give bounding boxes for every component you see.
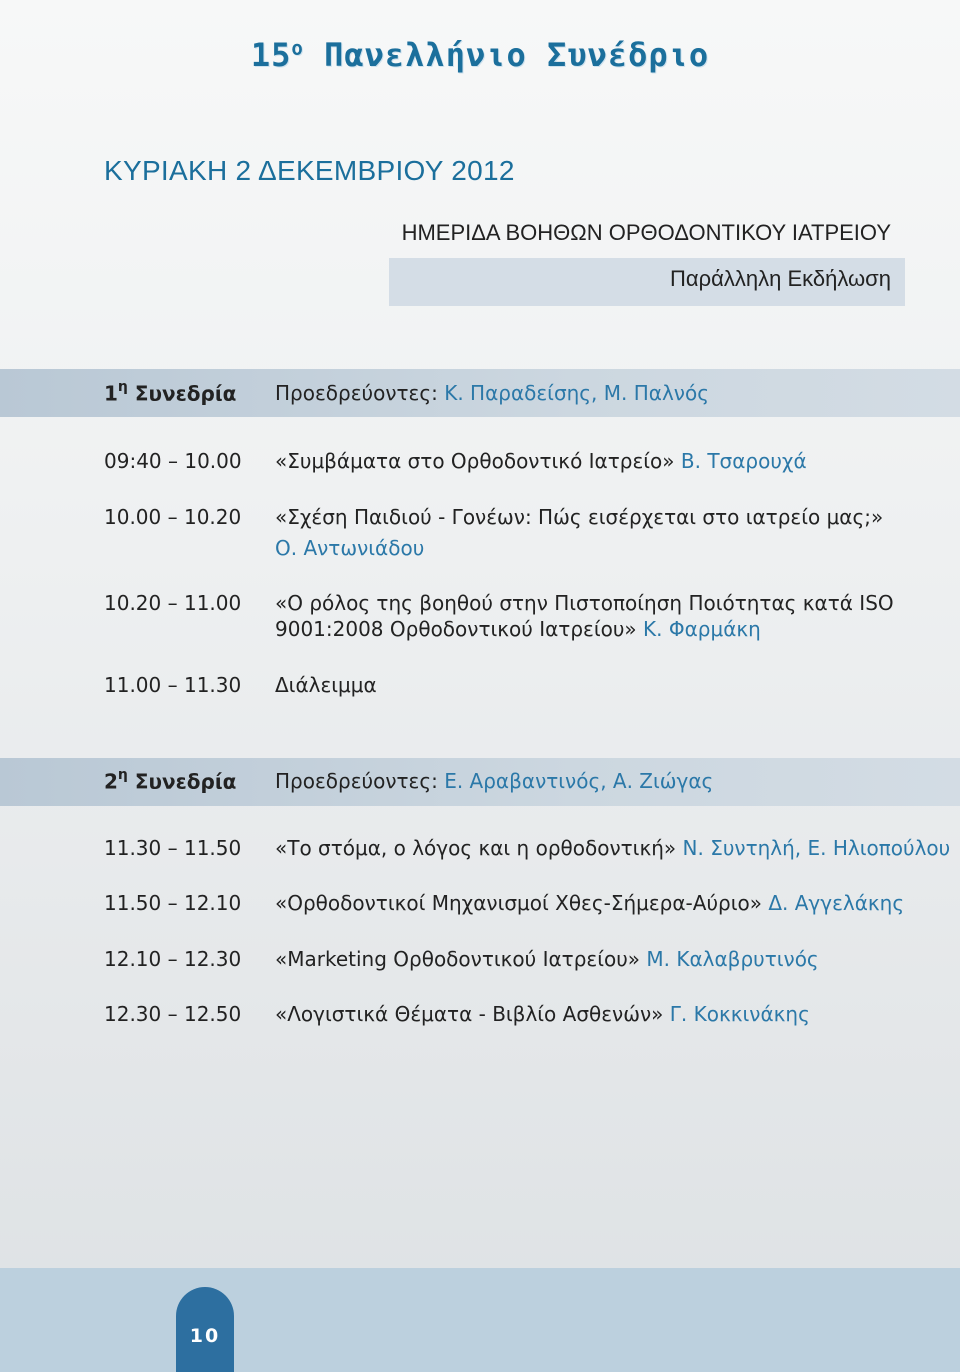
conference-ordinal: ο [291, 37, 304, 60]
time-slot: 12.30 – 12.50 [104, 1002, 242, 1026]
event-subtitle: Παράλληλη Εκδήλωση [670, 266, 891, 291]
page-number: 10 [189, 1325, 221, 1347]
talk-speaker: Μ. Καλαβρυτινός [646, 947, 819, 971]
chairs-names: Ε. Αραβαντινός, Α. Ζιώγας [444, 769, 714, 793]
talk-title-line2: 9001:2008 Ορθοδοντικού Ιατρείου» [275, 617, 637, 641]
talk-title-line1: «Ο ρόλος της βοηθού στην Πιστοποίηση Ποιότητας κατά ISO [275, 591, 894, 615]
talk-speaker: Δ. Αγγελάκης [768, 891, 905, 915]
session-2-number: 2 [104, 769, 118, 794]
date-heading: ΚΥΡΙΑΚΗ 2 ΔΕΚΕΜΒΡΙΟΥ 2012 [104, 155, 515, 186]
time-slot: 10.20 – 11.00 [104, 591, 242, 615]
session-1-label-text: Συνεδρία [134, 381, 237, 406]
session-2-label-text: Συνεδρία [134, 769, 237, 794]
talk-title: «Λογιστικά Θέματα - Βιβλίο Ασθενών» [275, 1002, 664, 1026]
talk-item [275, 1002, 810, 1026]
talk-title: «Συμβάματα στο Ορθοδοντικό Ιατρείο» [275, 449, 675, 473]
talk-item [275, 947, 819, 971]
chairs-label: Προεδρεύοντες: [275, 769, 438, 793]
talk-speaker: Γ. Κοκκινάκης [669, 1002, 810, 1026]
session-1-ordinal: η [117, 379, 128, 395]
talk-speaker: Ο. Αντωνιάδου [275, 536, 425, 560]
talk-speaker: Ν. Συντηλή, Ε. Ηλιοπούλου [682, 836, 951, 860]
time-slot: 09:40 – 10.00 [104, 449, 242, 473]
conference-number: 15 [250, 36, 292, 74]
event-name: ΗΜΕΡΙΔΑ ΒΟΗΘΩΝ ΟΡΘΟΔΟΝΤΙΚΟΥ ΙΑΤΡΕΙΟΥ [401, 220, 891, 245]
session-2-chairs [275, 769, 713, 793]
talk-item [275, 836, 950, 860]
talk-item [275, 617, 761, 641]
talk-title: «Σχέση Παιδιού - Γονέων: Πώς εισέρχεται στο ιατρείο μας;» [275, 505, 884, 529]
session-2-ordinal: η [117, 767, 128, 783]
talk-title: «Το στόμα, ο λόγος και η ορθοδοντική» [275, 836, 677, 860]
footer-band [0, 1268, 960, 1372]
time-slot: 10.00 – 10.20 [104, 505, 242, 529]
talk-item [275, 449, 807, 473]
talk-title: «Marketing Ορθοδοντικού Ιατρείου» [275, 947, 641, 971]
talk-title: «Ορθοδοντικοί Μηχανισμοί Χθες-Σήμερα-Αύριο» [275, 891, 762, 915]
break-label: Διάλειμμα [275, 673, 377, 697]
conference-title [0, 36, 960, 74]
session-1-label [104, 381, 236, 406]
time-slot: 11.50 – 12.10 [104, 891, 242, 915]
session-1-chairs [275, 381, 709, 405]
talk-speaker: Κ. Φαρμάκη [643, 617, 761, 641]
talk-item [275, 891, 904, 915]
time-slot: 12.10 – 12.30 [104, 947, 242, 971]
talk-speaker: Β. Τσαρουχά [680, 449, 807, 473]
session-2-label [104, 769, 236, 794]
conference-name: Πανελλήνιο Συνέδριο [324, 36, 710, 74]
chairs-label: Προεδρεύοντες: [275, 381, 438, 405]
chairs-names: Κ. Παραδείσης, Μ. Παλνός [444, 381, 709, 405]
time-slot: 11.00 – 11.30 [104, 673, 242, 697]
talk-speaker-line [275, 536, 424, 560]
time-slot: 11.30 – 11.50 [104, 836, 242, 860]
session-1-number: 1 [104, 381, 118, 406]
